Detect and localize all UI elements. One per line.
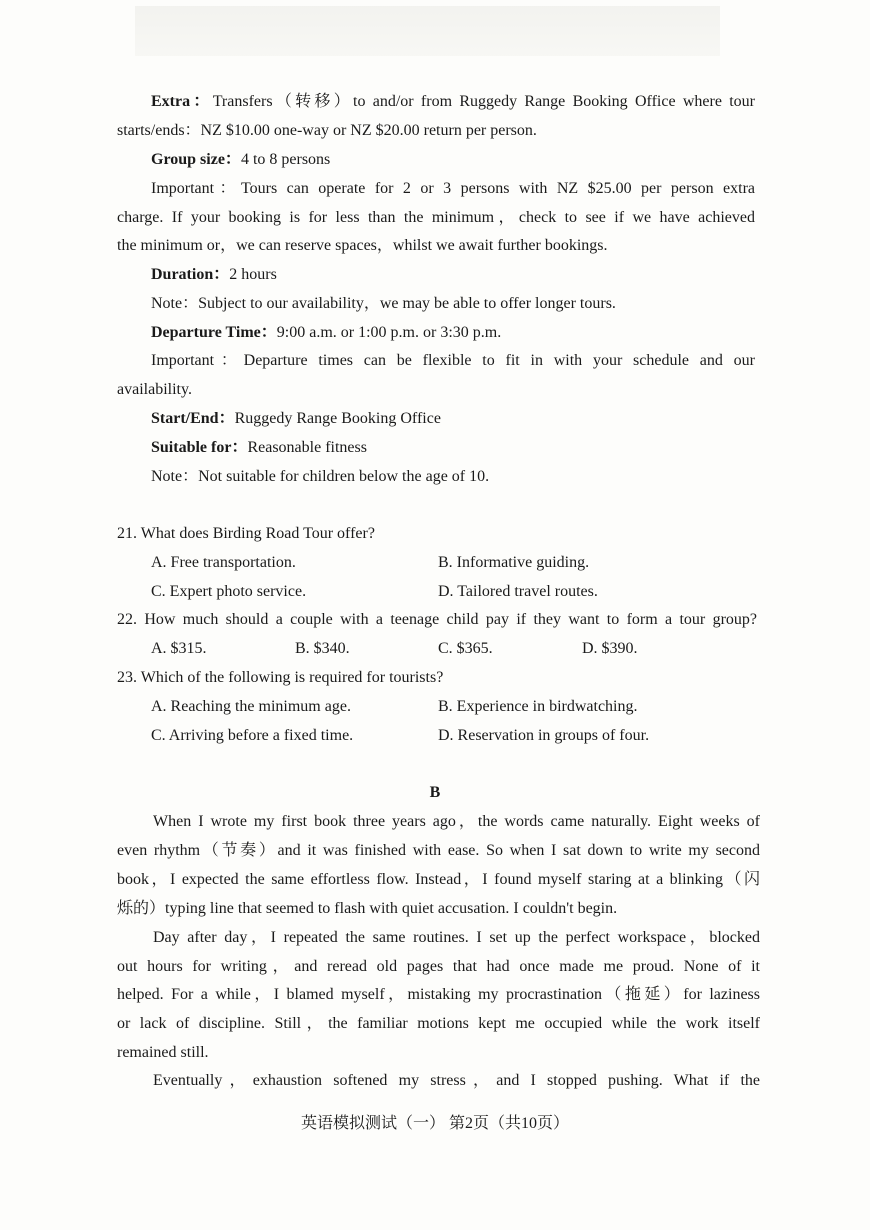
note2-line: Note：Not suitable for children below the age of 10. (151, 468, 490, 485)
passage-p2-line-4: or lack of discipline. Still，the familiar motions kept me occupied while the work itself (117, 1015, 760, 1032)
suitable-text: Reasonable fitness (247, 439, 367, 456)
passage-p2-line-3: helped. For a while，I blamed myself，mistaking my procrastination（拖延）for laziness (117, 986, 760, 1003)
question-22: 22. How much should a couple with a teenage child pay if they want to form a tour group? (117, 611, 757, 628)
question-21: 21. What does Birding Road Tour offer? (117, 525, 375, 542)
suitable-label: Suitable for： (151, 439, 248, 456)
group-size-line (151, 150, 330, 170)
note1-line: Note：Subject to our availability，we may be able to offer longer tours. (151, 295, 616, 312)
start-end-text: Ruggedy Range Booking Office (234, 410, 441, 427)
start-end-label: Start/End： (151, 410, 235, 427)
departure-text: 9:00 a.m. or 1:00 p.m. or 3:30 p.m. (276, 324, 502, 341)
passage-p1-line-4: 烁的）typing line that seemed to flash with quiet accusation. I couldn't begin. (117, 900, 618, 917)
q22-option-b: B. $340. (295, 640, 350, 657)
extra-label: Extra： (151, 93, 213, 110)
group-size-text: 4 to 8 persons (240, 151, 331, 168)
q23-option-a: A. Reaching the minimum age. (151, 698, 351, 715)
scan-smudge (135, 6, 720, 56)
important2-line-2: availability. (117, 381, 192, 398)
duration-line (151, 265, 277, 285)
important1-line-1: Important：Tours can operate for 2 or 3 persons with NZ $25.00 per person extra (151, 180, 755, 197)
q23-option-d: D. Reservation in groups of four. (438, 727, 650, 744)
q23-option-b: B. Experience in birdwatching. (438, 698, 638, 715)
extra-text-1: Transfers（转移）to and/or from Ruggedy Range Booking Office where tour (212, 93, 755, 110)
passage-p2-line-1: Day after day，I repeated the same routines. I set up the perfect workspace，blocked (153, 929, 760, 946)
group-size-label: Group size： (151, 151, 241, 168)
q21-option-b: B. Informative guiding. (438, 554, 590, 571)
important1-line-2: charge. If your booking is for less than the minimum，check to see if we have achieved (117, 209, 755, 226)
suitable-line (151, 438, 367, 458)
q23-option-c: C. Arriving before a fixed time. (151, 727, 354, 744)
important1-line-3: the minimum or，we can reserve spaces，whilst we await further bookings. (117, 237, 608, 254)
q21-option-c: C. Expert photo service. (151, 583, 307, 600)
q21-option-a: A. Free transportation. (151, 554, 296, 571)
passage-p1-line-3: book，I expected the same effortless flow. Instead，I found myself staring at a blinking（闪 (117, 871, 760, 888)
passage-p1-line-1: When I wrote my first book three years ago，the words came naturally. Eight weeks of (153, 813, 760, 830)
question-23: 23. Which of the following is required for tourists? (117, 669, 444, 686)
start-end-line (151, 409, 441, 429)
extra-line-1 (117, 92, 755, 112)
departure-line (151, 323, 501, 343)
extra-line-2: starts/ends：NZ $10.00 one-way or NZ $20.00 return per person. (117, 122, 537, 139)
section-b-heading: B (429, 784, 441, 801)
passage-p2-line-2: out hours for writing，and reread old pages that had once made me proud. None of it (117, 958, 760, 975)
page-footer: 英语模拟测试（一） 第2页（共10页） (300, 1115, 569, 1132)
q22-option-c: C. $365. (438, 640, 493, 657)
departure-label: Departure Time： (151, 324, 277, 341)
duration-label: Duration： (151, 266, 230, 283)
duration-text: 2 hours (229, 266, 277, 283)
q22-option-d: D. $390. (582, 640, 638, 657)
passage-p1-line-2: even rhythm（节奏）and it was finished with ease. So when I sat down to write my second (117, 842, 760, 859)
q22-option-a: A. $315. (151, 640, 207, 657)
important2-line-1: Important：Departure times can be flexible to fit in with your schedule and our (151, 352, 755, 369)
passage-p2-line-5: remained still. (117, 1044, 209, 1061)
passage-p3-line-1: Eventually，exhaustion softened my stress，and I stopped pushing. What if the (153, 1072, 760, 1089)
q21-option-d: D. Tailored travel routes. (438, 583, 598, 600)
